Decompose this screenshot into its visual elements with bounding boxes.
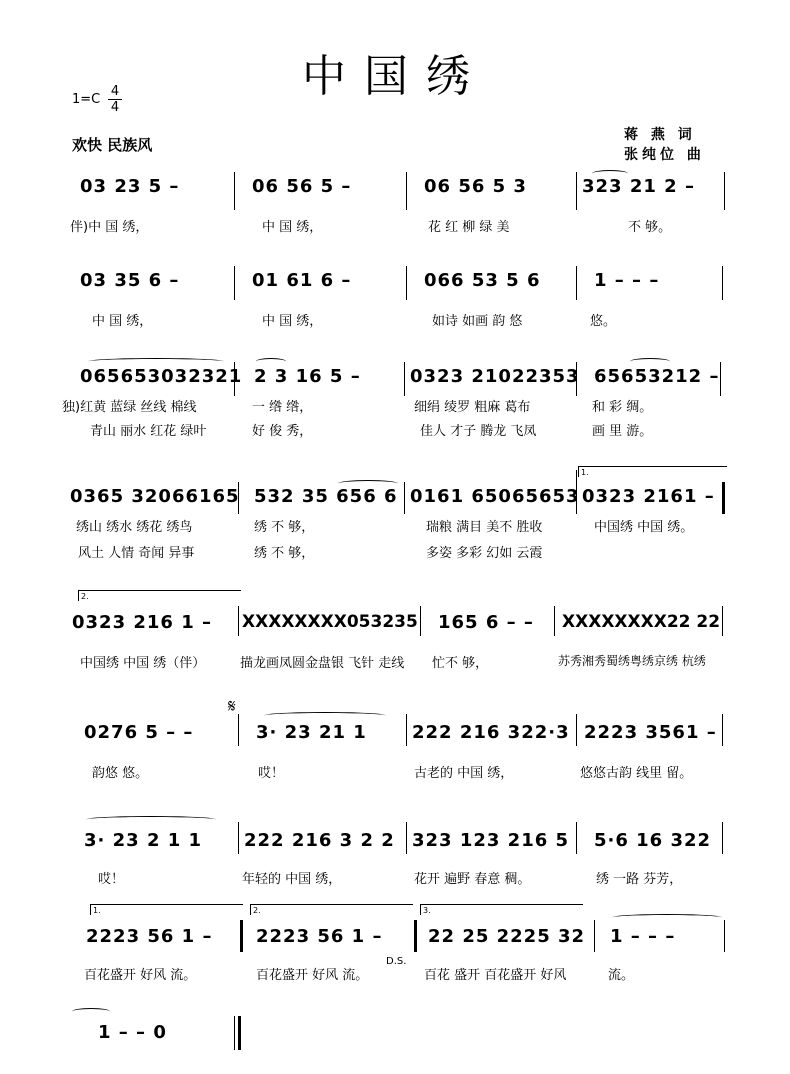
slur xyxy=(88,358,224,365)
lyric: 好 俊 秀， xyxy=(252,424,313,439)
measure: 2223 56 1 – xyxy=(86,926,213,947)
lyric: 苏秀湘秀蜀绣粤绣京绣 杭绣 xyxy=(558,654,706,668)
repeat-barline xyxy=(722,482,725,514)
measure: 03 23 5 – xyxy=(80,176,180,197)
song-title: 中国绣 xyxy=(302,51,488,102)
barline xyxy=(594,920,595,952)
lyric: 绣 一路 芬芳， xyxy=(596,872,683,887)
barline xyxy=(576,266,577,300)
barline xyxy=(234,172,235,210)
measure: 65653212 – xyxy=(594,366,720,387)
repeat-barline xyxy=(414,920,417,952)
tempo-marking: 欢快 民族风 xyxy=(72,136,153,154)
lyric: 细绢 绫罗 粗麻 葛布 xyxy=(414,400,531,415)
barline xyxy=(554,606,555,636)
measure: 3· 23 21 1 xyxy=(256,722,367,743)
measure: 222 216 3 2 2 xyxy=(244,830,395,851)
lyric: 描龙画凤圆金盘银 飞针 走线 xyxy=(240,656,405,671)
lyric: 年轻的 中国 绣， xyxy=(242,872,342,887)
time-denominator: 4 xyxy=(110,100,120,115)
barline xyxy=(406,172,407,210)
volta-bracket: 1. xyxy=(90,904,243,915)
lyric: 哎！ xyxy=(258,766,285,781)
lyric: 青山 丽水 红花 绿叶 xyxy=(90,424,207,439)
lyric: 中 国 绣， xyxy=(262,220,323,235)
barline xyxy=(420,606,421,636)
measure: 323 123 216 5 xyxy=(412,830,570,851)
volta-bracket: 2. xyxy=(78,590,241,601)
volta-bracket: 1. xyxy=(578,466,727,477)
barline xyxy=(576,822,577,854)
volta-bracket: 2. xyxy=(250,904,413,915)
lyric: 一 绺 绺， xyxy=(252,400,313,415)
volta-bracket: 3. xyxy=(420,904,583,915)
lyric: 古老的 中国 绣， xyxy=(414,766,514,781)
barline xyxy=(406,822,407,854)
lyric: 百花盛开 好风 流。 xyxy=(84,968,197,983)
lyric: 百花盛开 好风 流。 xyxy=(256,968,369,983)
measure: 0161 65065653 xyxy=(410,486,580,507)
measure: XXXXXXXX053235 xyxy=(242,612,418,632)
time-numerator: 4 xyxy=(108,84,122,100)
barline xyxy=(722,266,723,300)
measure: 2 3 16 5 – xyxy=(254,366,361,387)
lyric: 独)红黄 蓝绿 丝线 棉线 xyxy=(62,400,197,415)
lyric: 韵悠 悠。 xyxy=(92,766,149,781)
measure: XXXXXXXX22 22 xyxy=(562,612,721,632)
slur xyxy=(630,358,670,365)
lyric: 花 红 柳 绿 美 xyxy=(428,220,510,235)
measure: 065653032321 xyxy=(80,366,243,387)
lyric: 绣 不 够， xyxy=(254,546,315,561)
lyric: 伴)中 国 绣， xyxy=(70,220,149,235)
barline xyxy=(238,606,239,636)
lyric: 哎！ xyxy=(98,872,125,887)
lyric: 忙不 够， xyxy=(432,656,489,671)
measure: 5·6 16 322 xyxy=(594,830,712,851)
barline xyxy=(722,606,723,636)
lyric: 不 够。 xyxy=(628,220,672,235)
measure: 03 35 6 – xyxy=(80,270,180,291)
measure: 06 56 5 3 xyxy=(424,176,527,197)
measure: 0323 2161 – xyxy=(582,486,715,507)
slur xyxy=(592,170,628,177)
final-barline-thin xyxy=(234,1016,235,1050)
dal-segno: D.S. xyxy=(386,956,407,967)
measure: 1 – – – xyxy=(594,270,660,291)
lyric: 佳人 才子 腾龙 飞凤 xyxy=(420,424,537,439)
lyric: 中国绣 中国 绣（伴） xyxy=(80,656,206,671)
barline xyxy=(406,266,407,300)
lyric: 多姿 多彩 幻如 云霞 xyxy=(426,546,543,561)
measure: 01 61 6 – xyxy=(252,270,352,291)
measure: 3· 23 2 1 1 xyxy=(84,830,203,851)
measure: 2223 3561 – xyxy=(584,722,717,743)
measure: 06 56 5 – xyxy=(252,176,352,197)
measure: 532 35 656 6 xyxy=(254,486,398,507)
lyric: 绣山 绣水 绣花 绣鸟 xyxy=(76,520,193,535)
lyric: 流。 xyxy=(608,968,635,983)
barline xyxy=(234,266,235,300)
barline xyxy=(720,362,721,396)
slur xyxy=(612,914,722,921)
measure: 323 21 2 – xyxy=(582,176,695,197)
time-signature xyxy=(108,84,122,115)
measure: 165 6 – – xyxy=(438,612,534,633)
lyric: 中国绣 中国 绣。 xyxy=(594,520,694,535)
barline xyxy=(724,920,725,952)
slur xyxy=(264,712,386,719)
measure: 222 216 322·3 xyxy=(412,722,570,743)
barline xyxy=(406,714,407,746)
lyric: 瑞粮 满目 美不 胜收 xyxy=(426,520,543,535)
measure: 0323 216 1 – xyxy=(72,612,212,633)
measure: 0323 21022353 xyxy=(410,366,580,387)
barline xyxy=(576,714,577,746)
composer-credit: 张纯位 曲 xyxy=(624,147,705,163)
measure: 1 – – 0 xyxy=(98,1022,167,1043)
barline xyxy=(404,482,405,514)
lyric: 百花 盛开 百花盛开 好风 xyxy=(424,968,567,983)
barline xyxy=(724,172,725,210)
barline xyxy=(238,714,239,746)
lyric: 画 里 游。 xyxy=(592,424,653,439)
repeat-barline xyxy=(240,920,243,952)
segno-sign: 𝄋 xyxy=(228,696,236,717)
lyric: 悠悠古韵 线里 留。 xyxy=(580,766,693,781)
barline xyxy=(722,822,723,854)
lyric: 中 国 绣， xyxy=(92,314,153,329)
lyric: 如诗 如画 韵 悠 xyxy=(432,314,523,329)
key-signature: 1=C xyxy=(72,92,101,107)
slur xyxy=(256,358,286,365)
lyric: 悠。 xyxy=(590,314,617,329)
final-barline-thick xyxy=(238,1016,241,1050)
lyric: 和 彩 绸。 xyxy=(592,400,653,415)
measure: 1 – – – xyxy=(610,926,676,947)
barline xyxy=(404,362,405,396)
slur xyxy=(86,816,216,823)
measure: 2223 56 1 – xyxy=(256,926,383,947)
lyric: 风土 人情 奇闻 异事 xyxy=(78,546,195,561)
barline xyxy=(576,172,577,210)
measure: 0276 5 – – xyxy=(84,722,194,743)
measure: 22 25 2225 32 xyxy=(428,926,586,947)
lyric: 中 国 绣， xyxy=(262,314,323,329)
slur xyxy=(338,480,398,487)
lyricist-credit: 蒋 燕 词 xyxy=(624,127,696,143)
lyric: 绣 不 够， xyxy=(254,520,315,535)
barline xyxy=(722,714,723,746)
lyric: 花开 遍野 春意 稠。 xyxy=(414,872,531,887)
measure: 066 53 5 6 xyxy=(424,270,541,291)
measure: 0365 32066165 xyxy=(70,486,240,507)
barline xyxy=(238,822,239,854)
slur xyxy=(72,1008,110,1015)
